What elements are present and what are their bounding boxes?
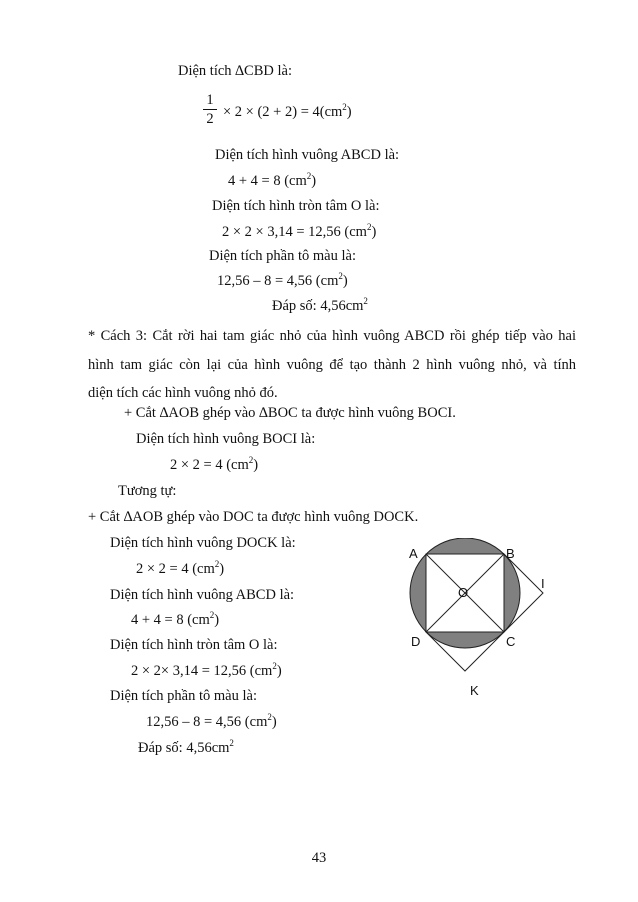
step-cut-aob-to-boc: + Cắt ∆AOB ghép vào ∆BOC ta được hình vuông BOCI. — [124, 405, 456, 421]
point-label-d: D — [411, 634, 421, 649]
point-label-b: B — [506, 546, 515, 561]
point-label-c: C — [506, 634, 516, 649]
boci-area-expression: 2 × 2 = 4 $(cm^2)$ — [170, 455, 259, 473]
answer-method-3: Đáp số: $4,56cm^2$ — [138, 738, 234, 756]
dock-area-expression: 2 × 2 = 4 $(cm^2)$ — [136, 559, 225, 577]
abcd-area-expression: 4 + 4 = 8 $(cm^2)$ — [131, 610, 220, 628]
circle-area-expression: 2 × 2 × 3,14 = 12,56 $(cm^2)$ — [222, 222, 377, 240]
boci-area-heading: Diện tích hình vuông BOCI là: — [136, 431, 316, 447]
method3-paragraph-line-1: * Cách 3: Cắt rời hai tam giác nhỏ của hình vuông ABCD rồi ghép tiếp vào hai — [88, 328, 576, 344]
triangle-area-heading: Diện tích ∆CBD là: — [178, 63, 292, 79]
circle-area-heading-2: Diện tích hình tròn tâm O là: — [110, 637, 278, 653]
page-number: 43 — [311, 850, 327, 866]
shaded-area-expression-2: 12,56 – 8 = 4,56 $(cm^2)$ — [146, 712, 277, 730]
answer-method-2: Đáp số: $4,56cm^2$ — [272, 296, 368, 314]
square-area-heading: Diện tích hình vuông ABCD là: — [215, 147, 400, 163]
fraction-numerator: 1 — [206, 92, 214, 108]
point-label-i: I — [541, 576, 545, 591]
fraction-bar — [203, 109, 217, 110]
dock-area-heading: Diện tích hình vuông DOCK là: — [110, 535, 296, 551]
point-label-k: K — [470, 683, 479, 698]
point-label-a: A — [409, 546, 418, 561]
method3-paragraph-line-2: hình tam giác còn lại của hình vuông để tạo thành 2 hình vuông nhỏ, và tính — [88, 357, 576, 373]
point-label-o: O — [458, 585, 469, 600]
shaded-area-expression: 12,56 – 8 = 4,56 $(cm^2)$ — [217, 271, 348, 289]
shaded-area-heading-2: Diện tích phần tô màu là: — [110, 688, 257, 704]
similarly-label: Tương tự: — [118, 483, 177, 499]
shaded-area-heading: Diện tích phần tô màu là: — [209, 248, 356, 264]
circle-area-expression-2: 2 × 2× 3,14 = 12,56 $(cm^2)$ — [131, 661, 282, 679]
step-cut-aob-to-doc: + Cắt ∆AOB ghép vào DOC ta được hình vuông DOCK. — [88, 509, 419, 525]
triangle-area-expression: × $2 \times (2 + 2) = 4(cm^2)$ — [223, 102, 352, 120]
fraction-denominator: 2 — [206, 111, 214, 127]
fraction-one-half — [203, 92, 217, 127]
square-area-expression: 4 + 4 = 8 $(cm^2)$ — [228, 171, 317, 189]
abcd-area-heading: Diện tích hình vuông ABCD là: — [110, 587, 295, 603]
method3-paragraph-line-3: diện tích các hình vuông nhỏ đó. — [88, 385, 278, 401]
circle-area-heading: Diện tích hình tròn tâm O là: — [212, 198, 380, 214]
geometry-figure — [395, 538, 570, 708]
